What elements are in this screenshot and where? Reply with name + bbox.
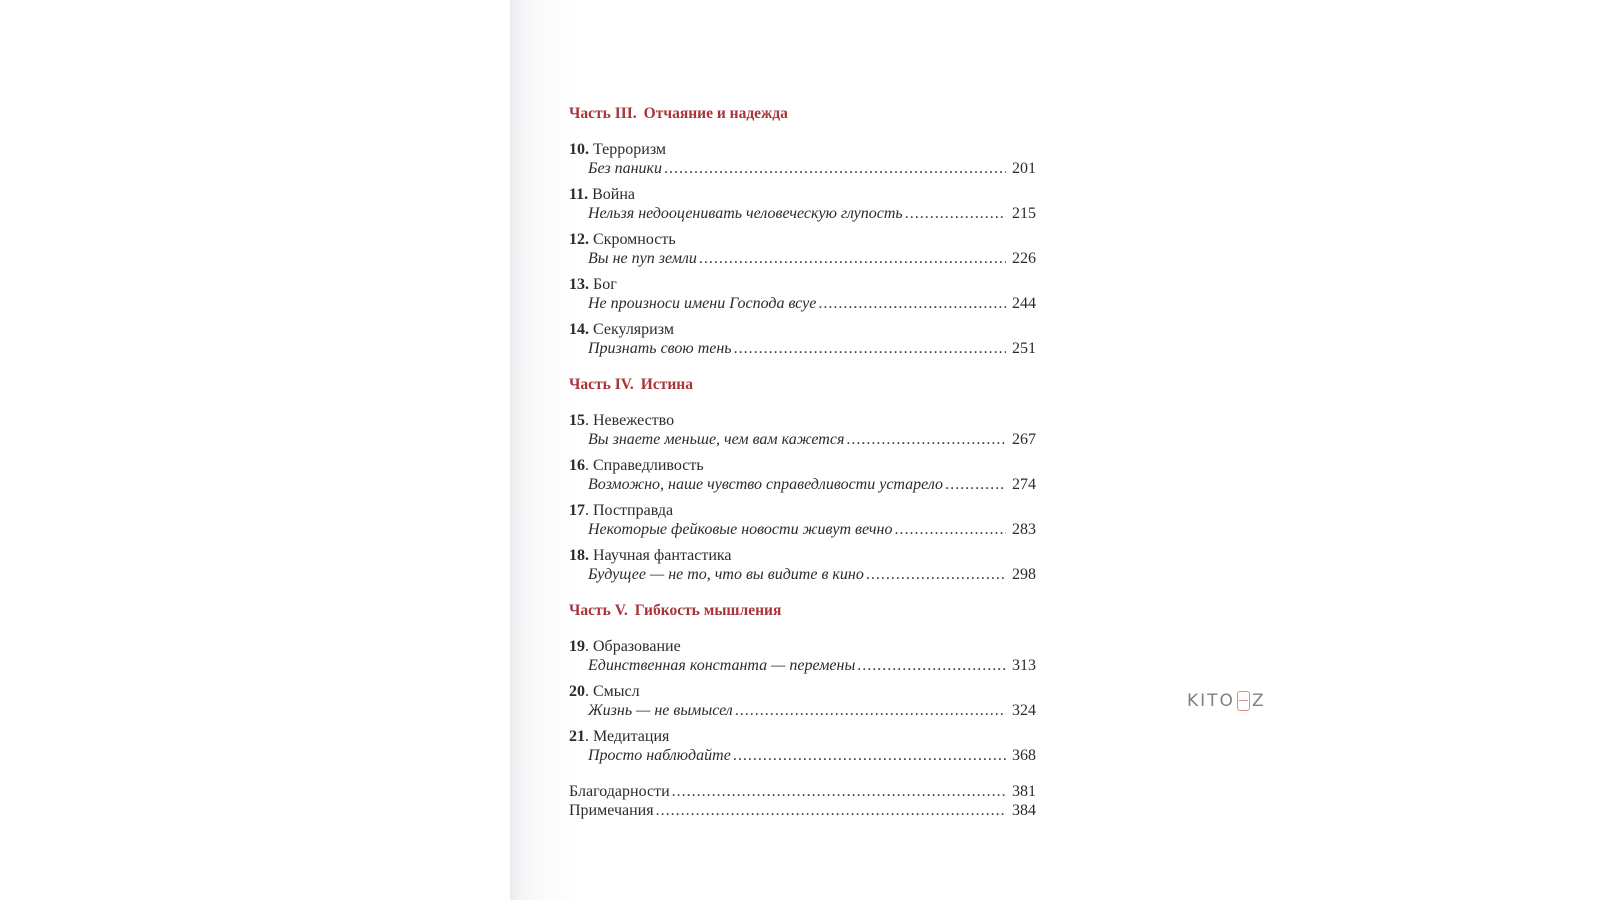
chapter-subtitle: Будущее — не то, что вы видите в кино [588, 566, 864, 583]
page-number: 274 [1012, 476, 1036, 493]
chapter-title: . Смысл [585, 683, 640, 700]
toc-entry [569, 546, 1036, 584]
part-section [569, 104, 1036, 358]
watermark-logo [1187, 689, 1266, 713]
chapter-title: . Справедливость [585, 457, 704, 474]
dot-leader [733, 746, 1006, 765]
page-number: 381 [1012, 783, 1036, 800]
part-section [569, 601, 1036, 765]
toc-entry [569, 411, 1036, 449]
page-number: 298 [1012, 566, 1036, 583]
chapter-number: 13. [569, 276, 589, 293]
chapter-title: . Постправда [585, 502, 674, 519]
dot-leader [734, 339, 1006, 358]
chapter-subtitle: Единственная константа — перемены [588, 657, 856, 674]
toc-entry [569, 456, 1036, 494]
chapter-number: 11. [569, 186, 589, 203]
chapter-title: Скромность [593, 231, 676, 248]
toc-entry [569, 320, 1036, 358]
chapter-subtitle: Без паники [588, 160, 662, 177]
chapter-title: . Образование [585, 638, 681, 655]
chapter-number: 12. [569, 231, 589, 248]
dot-leader [735, 701, 1006, 720]
chapter-number: 17 [569, 502, 585, 519]
dot-leader [905, 204, 1006, 223]
page-number: 244 [1012, 295, 1036, 312]
dot-leader [664, 159, 1006, 178]
chapter-subtitle: Вы знаете меньше, чем вам кажется [588, 431, 845, 448]
chapter-number: 18. [569, 547, 589, 564]
back-matter-title: Примечания [569, 802, 654, 819]
toc-entry [569, 230, 1036, 268]
part-heading [569, 601, 1036, 621]
chapter-title: . Невежество [585, 412, 675, 429]
chapter-title: Война [592, 186, 636, 203]
dot-leader [818, 294, 1006, 313]
chapter-number: 16 [569, 457, 585, 474]
page-number: 283 [1012, 521, 1036, 538]
chapter-title: Секуляризм [593, 321, 674, 338]
chapter-subtitle: Вы не пуп земли [588, 250, 697, 267]
chapter-subtitle: Жизнь — не вымысел [588, 702, 733, 719]
page-number: 226 [1012, 250, 1036, 267]
dot-leader [656, 801, 1006, 820]
toc-entry [569, 801, 1036, 820]
chapter-subtitle: Признать свою тень [588, 340, 732, 357]
chapter-number: 14. [569, 321, 589, 338]
back-matter [569, 782, 1036, 820]
part-title-text: Истина [640, 376, 693, 393]
chapter-title: . Медитация [585, 728, 670, 745]
toc-entry [569, 782, 1036, 801]
table-of-contents [569, 104, 1036, 820]
dot-leader [672, 782, 1006, 801]
page-number: 267 [1012, 431, 1036, 448]
toc-entry [569, 501, 1036, 539]
chapter-number: 10. [569, 141, 589, 158]
page-number: 201 [1012, 160, 1036, 177]
chapter-title: Научная фантастика [593, 547, 732, 564]
watermark-text-left: KITO [1187, 691, 1235, 711]
chapter-title: Бог [593, 276, 617, 293]
part-number: Часть V. [569, 602, 628, 619]
chapter-number: 21 [569, 728, 585, 745]
part-section [569, 375, 1036, 584]
part-heading [569, 375, 1036, 395]
dot-leader [857, 656, 1006, 675]
page-number: 384 [1012, 802, 1036, 819]
back-matter-title: Благодарности [569, 783, 670, 800]
page-number: 324 [1012, 702, 1036, 719]
part-heading [569, 104, 1036, 124]
part-title-text: Отчаяние и надежда [643, 105, 788, 122]
chapter-subtitle: Не произноси имени Господа всуе [588, 295, 817, 312]
part-number: Часть IV. [569, 376, 634, 393]
page-number: 368 [1012, 747, 1036, 764]
chapter-number: 20 [569, 683, 585, 700]
toc-entry [569, 682, 1036, 720]
toc-entry [569, 275, 1036, 313]
chapter-subtitle: Нельзя недооценивать человеческую глупость [588, 205, 903, 222]
toc-entry [569, 727, 1036, 765]
dot-leader [945, 475, 1006, 494]
chapter-number: 15 [569, 412, 585, 429]
toc-entry [569, 637, 1036, 675]
dot-leader [866, 565, 1006, 584]
chapter-subtitle: Возможно, наше чувство справедливости устарело [588, 476, 944, 493]
page-number: 313 [1012, 657, 1036, 674]
page-number: 251 [1012, 340, 1036, 357]
dot-leader [894, 520, 1006, 539]
watermark-text-right: Z [1251, 691, 1266, 711]
chapter-subtitle: Некоторые фейковые новости живут вечно [588, 521, 893, 538]
part-title-text: Гибкость мышления [634, 602, 782, 619]
toc-entry [569, 185, 1036, 223]
book-icon [1237, 691, 1250, 711]
dot-leader [846, 430, 1006, 449]
chapter-title: Терроризм [593, 141, 667, 158]
toc-entry [569, 140, 1036, 178]
page-number: 215 [1012, 205, 1036, 222]
chapter-number: 19 [569, 638, 585, 655]
chapter-subtitle: Просто наблюдайте [588, 747, 731, 764]
dot-leader [699, 249, 1006, 268]
part-number: Часть III. [569, 105, 637, 122]
